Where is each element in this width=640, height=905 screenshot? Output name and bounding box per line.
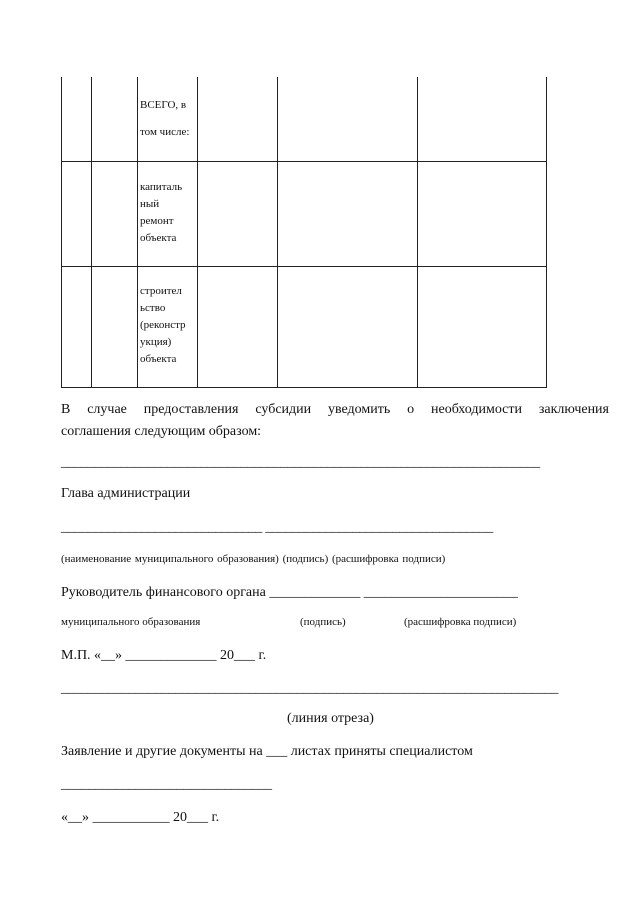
- head-title: Глава администрации: [61, 486, 191, 501]
- notice-line1: В случае предоставления субсидии уведомить о необходимости заключения: [61, 402, 609, 417]
- table-column-divider: [277, 77, 278, 388]
- table-column-divider: [417, 77, 418, 388]
- table-row-construction: строител ьство (реконстр укция) объекта: [140, 285, 186, 365]
- receipt-specialist-blank[interactable]: _______________________________: [61, 777, 272, 792]
- stamp-date-line[interactable]: М.П. «__» _____________ 20___ г.: [61, 648, 267, 663]
- table-row-total-line2: том числе:: [140, 126, 190, 138]
- finance-caption-decode: (расшифровка подписи): [404, 616, 517, 628]
- finance-caption-municipality: муниципального образования: [61, 616, 201, 628]
- finance-caption-signature: (подпись): [300, 616, 346, 628]
- table-row-capital-repair: капиталь ный ремонт объекта: [140, 181, 183, 244]
- table-column-divider: [197, 77, 198, 388]
- table-row-divider: [61, 161, 547, 162]
- table-column-divider: [137, 77, 138, 388]
- head-signature-blanks[interactable]: ______________________________ __________________________________: [61, 520, 494, 535]
- subsidy-table: [61, 77, 547, 388]
- table-row-divider: [61, 266, 547, 267]
- table-border-right: [546, 77, 547, 388]
- notice-blank-line[interactable]: ________________________________________________________________________: [61, 455, 540, 470]
- table-column-divider: [91, 77, 92, 388]
- head-caption: (наименование муниципального образования) (подпись) (расшифровка подписи): [61, 553, 446, 565]
- table-border-left: [61, 77, 62, 388]
- receipt-line: Заявление и другие документы на ___ листах приняты специалистом: [61, 744, 473, 759]
- receipt-date-line[interactable]: «__» ___________ 20___ г.: [61, 810, 220, 825]
- table-row-total-line1: ВСЕГО, в: [140, 99, 187, 111]
- notice-line2: соглашения следующим образом:: [61, 424, 262, 439]
- cut-line-label: (линия отреза): [287, 711, 374, 726]
- finance-head-line[interactable]: Руководитель финансового органа _____________ ______________________: [61, 585, 518, 600]
- cut-line: __________________________________________________________________________: [61, 681, 559, 696]
- table-border-bottom: [61, 387, 547, 388]
